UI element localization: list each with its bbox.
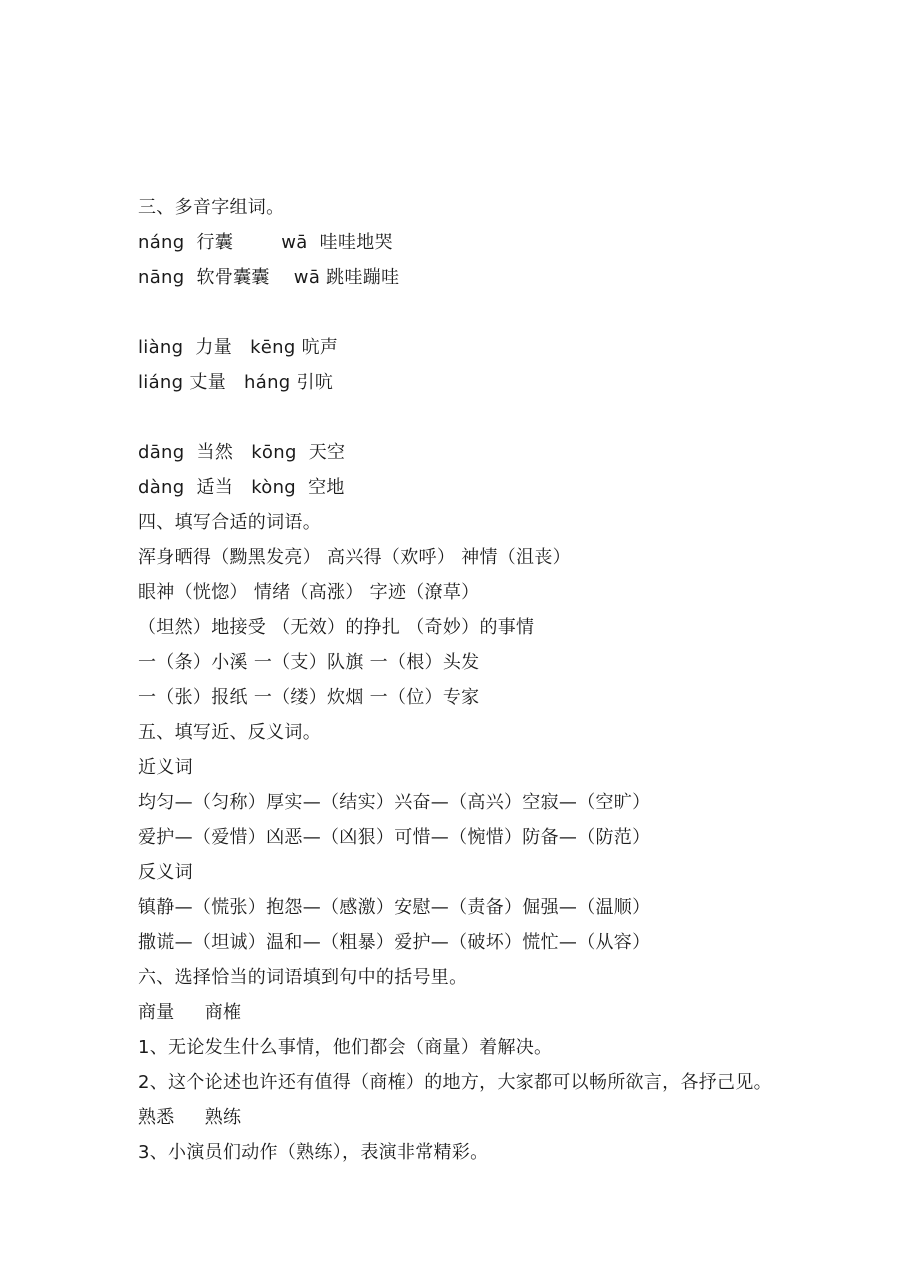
fill-words-line-3: （坦然）地接受 （无效）的挣扎 （奇妙）的事情 xyxy=(138,617,535,638)
polyphone-line-nang2: nāng 软骨囊囊 wā 跳哇蹦哇 xyxy=(138,267,400,288)
polyphone-line-nang1: náng 行囊 wā 哇哇地哭 xyxy=(138,232,393,253)
polyphone-line-dang2: dàng 适当 kòng 空地 xyxy=(138,477,345,498)
polyphone-line-liang2: liáng 丈量 háng 引吭 xyxy=(138,372,334,393)
section-3-heading: 三、多音字组词。 xyxy=(138,197,285,218)
section-5-heading: 五、填写近、反义词。 xyxy=(138,722,321,743)
word-choice-pair-2: 熟悉 熟练 xyxy=(138,1107,242,1128)
fill-words-line-2: 眼神（恍惚） 情绪（高涨） 字迹（潦草） xyxy=(138,582,480,603)
fill-words-line-5: 一（张）报纸 一（缕）炊烟 一（位）专家 xyxy=(138,687,480,708)
synonyms-label: 近义词 xyxy=(138,757,193,778)
synonyms-line-1: 均匀—（匀称）厚实—（结实）兴奋—（高兴）空寂—（空旷） xyxy=(138,792,651,813)
fill-words-line-4: 一（条）小溪 一（支）队旗 一（根）头发 xyxy=(138,652,480,673)
antonyms-line-1: 镇静—（慌张）抱怨—（感激）安慰—（责备）倔强—（温顺） xyxy=(138,897,651,918)
antonyms-label: 反义词 xyxy=(138,862,193,883)
synonyms-line-2: 爱护—（爱惜）凶恶—（凶狠）可惜—（惋惜）防备—（防范） xyxy=(138,827,651,848)
section-6-heading: 六、选择恰当的词语填到句中的括号里。 xyxy=(138,967,468,988)
fill-words-line-1: 浑身晒得（黝黑发亮） 高兴得（欢呼） 神情（沮丧） xyxy=(138,547,571,568)
sentence-2: 2、这个论述也许还有值得（商榷）的地方，大家都可以畅所欲言，各抒己见。 xyxy=(138,1072,772,1093)
sentence-3: 3、小演员们动作（熟练），表演非常精彩。 xyxy=(138,1142,489,1163)
polyphone-line-dang1: dāng 当然 kōng 天空 xyxy=(138,442,346,463)
word-choice-pair-1: 商量 商榷 xyxy=(138,1002,242,1023)
section-4-heading: 四、填写合适的词语。 xyxy=(138,512,321,533)
sentence-1: 1、无论发生什么事情，他们都会（商量）着解决。 xyxy=(138,1037,553,1058)
polyphone-line-liang1: liàng 力量 kēng 吭声 xyxy=(138,337,339,358)
antonyms-line-2: 撒谎—（坦诚）温和—（粗暴）爱护—（破坏）慌忙—（从容） xyxy=(138,932,651,953)
